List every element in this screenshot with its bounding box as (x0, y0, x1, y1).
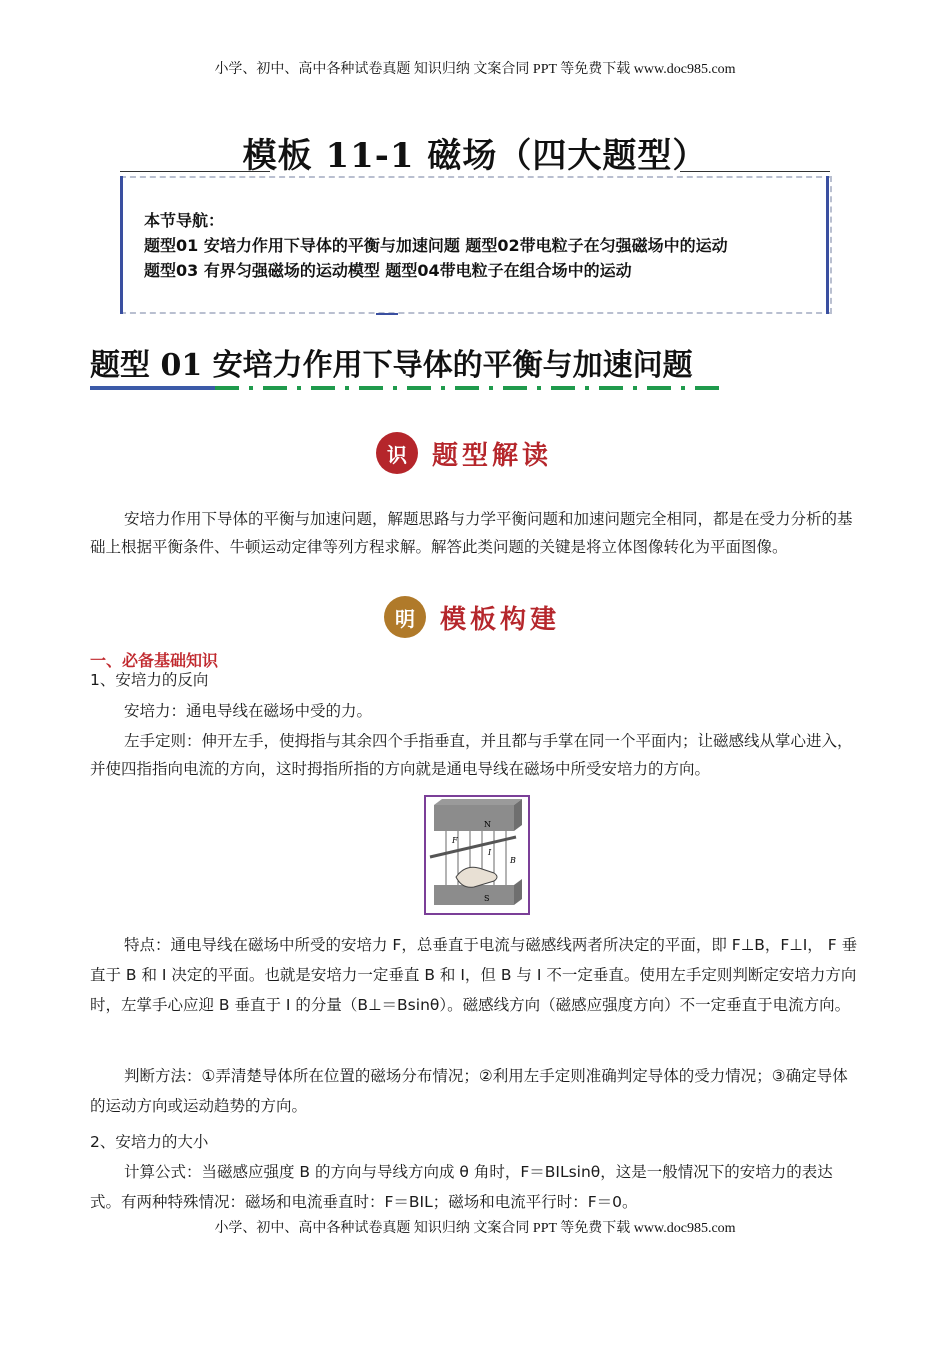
section-rule-blue (90, 386, 215, 390)
magnet-hand-diagram (426, 797, 528, 913)
badge-label: 模板构建 (440, 604, 561, 635)
item2-formula: 计算公式：当磁感应强度 B 的方向与导线方向成 θ 角时，F＝BILsinθ，这是一般情况下的安培力的表达式。有两种特殊情况：磁场和电流垂直时：F＝BIL；磁场和电流平行时：F＝0。 (90, 1163, 833, 1211)
title-underline-left (120, 171, 270, 172)
page-header: 小学、初中、高中各种试卷真题 知识归纳 文案合同 PPT 等免费下载 www.doc985.com (214, 62, 736, 77)
section-rule-green (215, 386, 720, 390)
figure-label-force: F (452, 836, 458, 845)
item2-title: 2、安培力的大小 (90, 1133, 209, 1151)
left-hand-rule-figure (424, 795, 530, 915)
badge-question-type-reading (376, 432, 552, 474)
features-paragraph: 特点：通电导线在磁场中所受的安培力 F，总垂直于电流与磁感线两者所决定的平面，即 F⊥B，F⊥I， F 垂直于 B 和 I 决定的平面。也就是安培力一定垂直 B 和 I，但 B 与 I 不一定垂直。使用左手定则判断定安培力方向时，左掌手心应迎 B 垂直于 I 的分量（B⊥＝Bsinθ）。磁感线方向（磁感应强度方向）不一定垂直于电流方向。 (90, 936, 858, 1014)
item1-definition: 安培力：通电导线在磁场中受的力。 (124, 702, 373, 720)
nav-box-left-border (120, 176, 123, 314)
badge-understand-icon: 明 (384, 596, 426, 638)
figure-label-south: S (484, 894, 490, 903)
figure-label-current: I (488, 848, 492, 857)
figure-label-north: N (484, 820, 491, 829)
item1-title: 1、安培力的反向 (90, 671, 209, 689)
badge-template-building (384, 596, 560, 638)
badge-knowledge-icon: 识 (376, 432, 418, 474)
figure-label-field: B (510, 856, 516, 865)
nav-box-bottom-mark (376, 313, 398, 315)
nav-line-1: 题型01 安培力作用下导体的平衡与加速问题 题型02带电粒子在匀强磁场中的运动 (144, 236, 728, 255)
page-title: 模板 11-1 磁场（四大题型） (242, 136, 708, 176)
nav-box-right-border (826, 176, 829, 314)
title-underline-right (680, 171, 830, 172)
sub-heading: 一、必备基础知识 (90, 651, 219, 670)
badge-label: 题型解读 (432, 440, 553, 471)
item1-left-hand-rule: 左手定则：伸开左手，使拇指与其余四个手指垂直，并且都与手掌在同一个平面内；让磁感线从掌心进入，并使四指指向电流的方向，这时拇指所指的方向就是通电导线在磁场中所受安培力的方向。 (90, 732, 853, 778)
method-paragraph: 判断方法：①弄清楚导体所在位置的磁场分布情况；②利用左手定则准确判定导体的受力情况；③确定导体的运动方向或运动趋势的方向。 (90, 1067, 848, 1115)
nav-heading: 本节导航： (144, 211, 225, 230)
section-title: 题型 01 安培力作用下导体的平衡与加速问题 (90, 348, 693, 383)
section-nav-box (120, 176, 832, 314)
intro-paragraph: 安培力作用下导体的平衡与加速问题，解题思路与力学平衡问题和加速问题完全相同，都是在受力分析的基础上根据平衡条件、牛顿运动定律等列方程求解。解答此类问题的关键是将立体图像转化为平面图像。 (90, 510, 853, 556)
nav-line-2: 题型03 有界匀强磁场的运动模型 题型04带电粒子在组合场中的运动 (144, 261, 632, 280)
page-footer: 小学、初中、高中各种试卷真题 知识归纳 文案合同 PPT 等免费下载 www.doc985.com (214, 1221, 736, 1236)
